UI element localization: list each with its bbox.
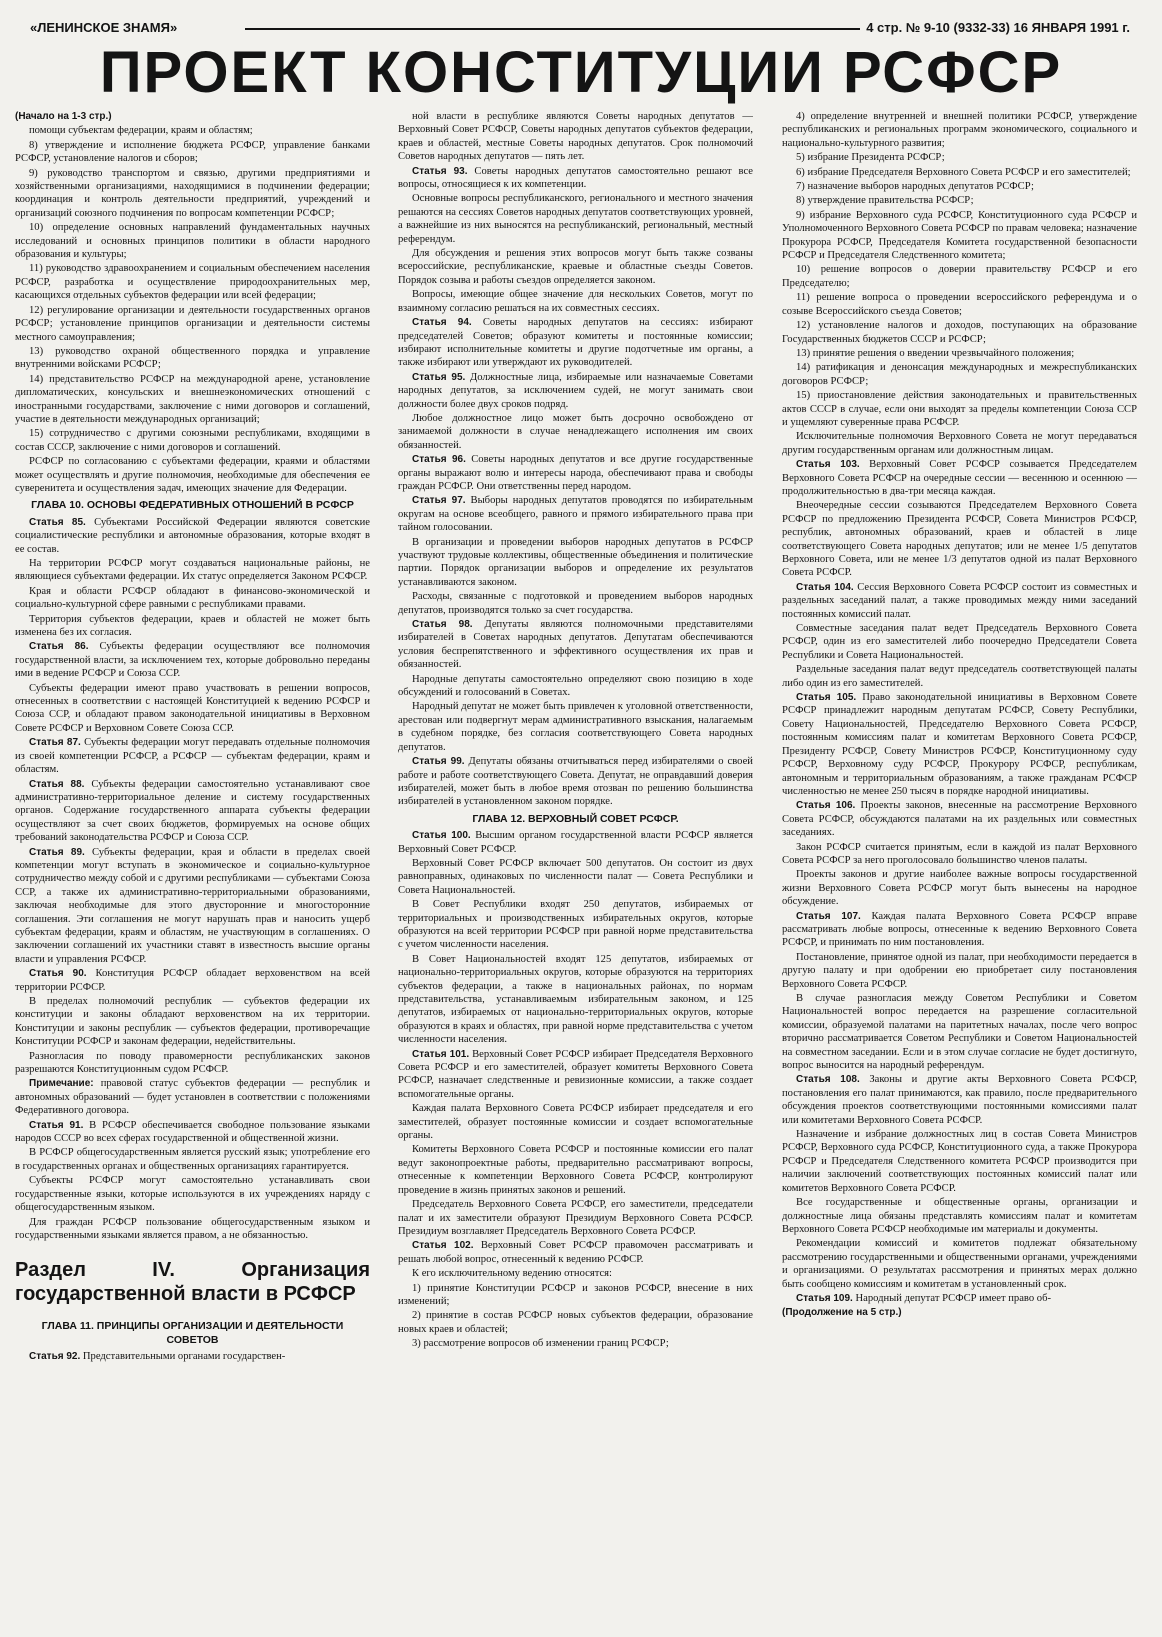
article-text: Вопросы, имеющие общее значение для нескольких Советов, могут по взаимному согласию решаться на их совместных сессиях. [398, 289, 753, 314]
article-paragraph [398, 316, 753, 370]
article-paragraph [398, 829, 753, 856]
article-text: Для обсуждения и решения этих вопросов могут быть также созваны всероссийские, республиканские, краевые и областные съезды Советов. Порядок созыва и работы съездов определяется законом. [398, 248, 753, 286]
article-paragraph [15, 1174, 370, 1214]
article-text: Каждая палата Верховного Совета РСФСР избирает председателя и его заместителей, образует постоянные комиссии и создает вспомогательные органы. [398, 1103, 753, 1142]
article-paragraph [782, 430, 1137, 457]
article-paragraph [15, 778, 370, 845]
article-text: Края и области РСФСР обладают в финансово-экономической и социально-культурной сфере равными с республиками правами. [15, 585, 370, 611]
article-text: Любое должностное лицо может быть досрочно освобождено от занимаемой должности в случае ненадлежащего исполнения им своих обязанностей. [398, 412, 753, 451]
column-1-paragraphs [15, 124, 370, 495]
article-paragraph [398, 953, 753, 1047]
article-paragraph [782, 499, 1137, 579]
article-paragraph [15, 1077, 370, 1117]
article-paragraph [782, 166, 1137, 179]
article-paragraph [15, 1050, 370, 1077]
article-text: Право законодательной инициативы в Верховном Совете РСФСР принадлежит народным депутатам РСФСР, Совету Республики, Совету Национальностей, Председателю Верховного Совета РСФСР, постоянным комиссиям палат и комитетам Верховного Совета РСФСР, Президенту РСФСР, Совету Министров РСФСР, Конституционному суду РСФСР, Верховному суду РСФСР, Прокурору РСФСР, республикам, автономным и территориальным образованиям, а также гражданам РСФСР численностью не менее 250 тысяч в порядке народной инициативы. [782, 692, 1137, 797]
article-number: Статья 97. [412, 495, 466, 507]
article-number: Статья 95. [412, 371, 466, 383]
article-text: Субъекты РСФСР могут самостоятельно устанавливать свои государственные языки, которые используются в их учреждениях наряду с общегосударственным языком. [15, 1175, 370, 1214]
article-92: Статья 92. Представительными органами государствен- [29, 1351, 286, 1363]
article-text: Должностные лица, избираемые или назначаемые Советами народных депутатов, за исключением судей, не могут занимать свои должности более двух сроков подряд. [398, 371, 753, 410]
article-text: В Совет Республики входят 250 депутатов, избираемых от территориальных и производственных избирательных округов, которые образуются на всей территории РСФСР при равной норме представительства с учетом численности населения. [398, 899, 753, 951]
article-text: Депутаты обязаны отчитываться перед избирателями о своей работе и работе соответствующего Совета. Депутат, не оправдавший доверия избирателей, может быть в любое время отозван по решению большинства избирателей в установленном законом порядке. [398, 756, 753, 808]
article-number: Примечание: [29, 1078, 94, 1090]
article-number: Статья 106. [796, 800, 856, 812]
article-text: Верховный Совет РСФСР включает 500 депутатов. Он состоит из двух равноправных, одинаковых по численности палат — Совета Республики и Совета Национальностей. [398, 857, 753, 896]
article-paragraph: 8) утверждение и исполнение бюджета РСФСР, управление банками РСФСР, установление налогов и сборов; [15, 139, 370, 165]
article-number: Статья 91. [29, 1119, 84, 1131]
column-3-articles [782, 110, 1137, 1305]
article-text: Раздельные заседания палат ведут председатель соответствующей палаты либо один из его заместителей. [782, 664, 1137, 689]
article-number: Статья 102. [412, 1240, 474, 1252]
article-paragraph [398, 1239, 753, 1266]
article-text: В пределах полномочий республик — субъектов федерации их конституции и законы обладают верховенством на их территории. Конституции и законы республик — субъектов федерации, противоречащие Конституции РСФСР и законам федерации, недействительны. [15, 996, 370, 1048]
article-text: 1) принятие Конституции РСФСР и законов РСФСР, внесение в них изменений; [398, 1282, 753, 1307]
article-number: Статья 93. [412, 165, 468, 177]
article-paragraph [15, 995, 370, 1049]
article-paragraph [782, 841, 1137, 868]
article-paragraph [782, 622, 1137, 662]
article-text: Исключительные полномочия Верховного Совета не могут передаваться другим государственным органам или должностным лицам. [782, 431, 1137, 456]
article-paragraph [782, 194, 1137, 207]
article-paragraph [398, 618, 753, 672]
article-paragraph [782, 110, 1137, 150]
article-paragraph [15, 516, 370, 556]
article-text: 3) рассмотрение вопросов об изменении границ РСФСР; [412, 1338, 669, 1350]
article-text: Расходы, связанные с подготовкой и проведением выборов народных депутатов, производятся только за счет государства. [398, 591, 753, 616]
article-text: Назначение и избрание должностных лиц в состав Совета Министров РСФСР, Верховного суда РСФСР, Конституционного суда, а также Прокурора РСФСР и Председателя Следственного комитета РСФСР производится при наличии заключений соответствующих постоянных комиссий палат или комитетов Верховного Совета РСФСР. [782, 1129, 1137, 1194]
article-text: Территория субъектов федерации, краев и областей не может быть изменена без их согласия. [15, 613, 370, 639]
article-text: 2) принятие в состав РСФСР новых субъектов федерации, образование новых краев и областей; [398, 1310, 753, 1335]
article-paragraph [398, 1143, 753, 1197]
article-text: Каждая палата Верховного Совета РСФСР вправе рассматривать любые вопросы, отнесенные к ведению Верховного Совета РСФСР, и принимать по ним постановления. [782, 910, 1137, 949]
article-number: Статья 87. [29, 737, 81, 749]
article-paragraph [782, 1292, 1137, 1305]
article-number: Статья 104. [796, 581, 854, 593]
article-number: Статья 107. [796, 910, 861, 922]
article-text: В Совет Национальностей входят 125 депутатов, избираемых от национально-территориальных округов, которые образуются на территориях субъектов федерации, а также в национальных районах, по нормам представительства, устанавливаемым избирательным законом, и 125 депутатов, избираемых от национально-территориальных округов, которые образуются в краях и областях, при равной норме представительства с учетом численности населения. [398, 953, 753, 1046]
article-paragraph [398, 1198, 753, 1238]
article-paragraph [398, 412, 753, 452]
article-text: Народные депутаты самостоятельно определяют свою позицию в ходе обсуждений и голосований в Советах. [398, 673, 753, 699]
article-paragraph: 13) руководство охраной общественного порядка и управление внутренними войсками РСФСР; [15, 345, 370, 371]
article-text: 4) определение внутренней и внешней политики РСФСР, утверждение республиканских и региональных программ экономического, социального и национально-культурного развития; [782, 111, 1137, 149]
article-paragraph [398, 590, 753, 617]
article-text: 14) ратификация и денонсация международных и межреспубликанских договоров РСФСР; [782, 362, 1137, 387]
article-paragraph: 9) руководство транспортом и связью, другими предприятиями и хозяйственными организациями, находящимися в подчинении федерации; координация и контроль деятельности предприятий, учреждений и организаций союзного подчинения по вопросам компетенции РСФСР; [15, 167, 370, 219]
article-number: Статья 94. [412, 317, 472, 329]
article-paragraph [398, 857, 753, 897]
article-paragraph [398, 371, 753, 411]
article-paragraph [398, 755, 753, 809]
continued-from: (Начало на 1-3 стр.) [15, 111, 112, 122]
article-paragraph: помощи субъектам федерации, краям и областям; [29, 125, 253, 137]
article-text: Конституция РСФСР обладает верховенством на всей территории РСФСР. [15, 968, 370, 993]
article-paragraph [782, 291, 1137, 318]
article-text: Все государственные и общественные органы, организации и должностные лица обязаны представлять комиссиям палат и комитетам Верховного Совета РСФСР необходимые им материалы и документы. [782, 1197, 1137, 1235]
article-paragraph [782, 319, 1137, 346]
column-2-articles-continued [398, 829, 753, 1350]
article-paragraph [398, 247, 753, 287]
article-paragraph [782, 209, 1137, 263]
newspaper-name: «ЛЕНИНСКОЕ ЗНАМЯ» [30, 20, 178, 35]
article-text: Субъекты федерации осуществляют все полномочия государственной власти, за исключением тех, которые добровольно переданы ими в ведение РСФСР и Союза ССР. [15, 641, 370, 680]
article-text: В РСФСР обеспечивается свободное пользование языками народов СССР во всех сферах государственной и общественной жизни. [15, 1119, 370, 1145]
article-paragraph [398, 192, 753, 246]
issue-info: 4 стр. № 9-10 (9332-33) 16 ЯНВАРЯ 1991 г. [866, 20, 1130, 35]
article-text: Комитеты Верховного Совета РСФСР и постоянные комиссии его палат ведут законопроектные работы, предварительно рассматривают вопросы, отнесенные к компетенции Верховного Совета РСФСР, контролируют проведение в жизнь принятых законов и решений. [398, 1144, 753, 1196]
article-number: Статья 103. [796, 459, 860, 471]
article-paragraph [398, 110, 753, 164]
article-paragraph [782, 263, 1137, 290]
article-number: Статья 86. [29, 641, 89, 653]
article-paragraph [398, 1267, 753, 1280]
article-paragraph: 11) руководство здравоохранением и социальным обеспечением населения РСФСР, разработка и осуществление природоохранительных мер, касающихся отдельных субъектов федерации или всей федерации; [15, 263, 370, 302]
article-number: Статья 99. [412, 756, 465, 768]
article-number: Статья 100. [412, 830, 471, 842]
article-text: ной власти в республике являются Советы народных депутатов — Верховный Совет РСФСР, Советы народных депутатов субъектов федерации, краев и областей, местные Советы народных депутатов. Срок полномочий Советов народных депутатов — пять лет. [398, 111, 753, 163]
article-text: В РСФСР общегосударственным является русский язык; употребление его в государственных органах и общественных организациях гарантируется. [15, 1147, 370, 1172]
article-paragraph [782, 868, 1137, 908]
article-paragraph [782, 992, 1137, 1072]
article-number: Статья 90. [29, 968, 87, 980]
article-paragraph [782, 458, 1137, 498]
article-text: Советы народных депутатов самостоятельно решают все вопросы, относящиеся к их компетенции. [398, 165, 753, 191]
article-paragraph [782, 361, 1137, 388]
article-number: Статья 105. [796, 692, 857, 704]
article-paragraph [782, 1073, 1137, 1127]
section-heading: Раздел IV. Организация государственной власти в РСФСР [15, 1259, 370, 1306]
article-text: Совместные заседания палат ведет Председатель Верховного Совета РСФСР, один из его заместителей либо поочередно Председатели Совета Республики и Совета Национальностей. [782, 623, 1137, 661]
continued-on: (Продолжение на 5 стр.) [782, 1307, 902, 1319]
article-text: 15) приостановление действия законодательных и правительственных актов СССР в случае, если они выходят за пределы компетенции Союза ССР и ущемляют суверенные права РСФСР. [782, 390, 1137, 428]
article-paragraph [782, 581, 1137, 621]
article-paragraph [398, 1102, 753, 1142]
article-text: Председатель Верховного Совета РСФСР, его заместители, председатели палат и их заместители образуют Президиум Верховного Совета РСФСР. Президиум возглавляет Председатель Верховного Совета РСФСР. [398, 1199, 753, 1237]
article-text: Постановление, принятое одной из палат, при необходимости передается в другую палату и при одобрении ею приобретает силу постановления Верховного Совета РСФСР. [782, 951, 1137, 990]
chapter-11-heading: ГЛАВА 11. ПРИНЦИПЫ ОРГАНИЗАЦИИ И ДЕЯТЕЛЬНОСТИ СОВЕТОВ [41, 1320, 344, 1346]
article-paragraph [782, 1196, 1137, 1236]
article-paragraph [782, 389, 1137, 429]
article-text: правовой статус субъектов федерации — республик и автономных образований — будет установлен в соответствии с положениями Федеративного договора. [15, 1078, 370, 1117]
article-text: Высшим органом государственной власти РСФСР является Верховный Совет РСФСР. [398, 830, 753, 855]
article-text: На территории РСФСР могут создаваться национальные районы, не являющиеся субъектами федерации. Их статус определяется Законом РСФСР. [15, 558, 370, 583]
article-text: Выборы народных депутатов проводятся по избирательным округам на основе всеобщего, равного и прямого избирательного права при тайном голосовании. [398, 495, 753, 534]
article-paragraph [398, 1282, 753, 1309]
article-paragraph [15, 1216, 370, 1243]
article-text: В случае разногласия между Советом Республики и Советом Национальностей вопрос передается на разрешение согласительной комиссии, образуемой палатами на паритетных началах, после чего вопрос вторично рассматривается Советом Республики и Советом Национальностей на совместном заседании. Если и в этом случае согласие не будет достигнуто, вопрос выносится на народный референдум. [782, 993, 1137, 1072]
article-paragraph [15, 613, 370, 640]
article-text: Законы и другие акты Верховного Совета РСФСР, постановления его палат принимаются, как правило, после предварительного обсуждения проектов соответствующими постоянными комиссиями палат или комитетами Верховного Совета РСФСР. [782, 1074, 1137, 1126]
article-paragraph: 12) регулирование организации и деятельности государственных органов РСФСР; установление принципов организации и деятельности системы местного самоуправления; [15, 304, 370, 343]
article-text: 7) назначение выборов народных депутатов РСФСР; [796, 181, 1034, 193]
article-paragraph [15, 585, 370, 612]
article-paragraph [782, 1128, 1137, 1195]
article-text: Субъекты федерации могут передавать отдельные полномочия из своей компетенции РСФСР, а РСФСР — субъектам федерации, краям и областям. [15, 737, 370, 776]
article-text: Субъекты федерации самостоятельно устанавливают свое административно-территориальное деление и систему государственных органов. Содержание государственного аппарата субъекты федерации осуществляют за счет своих бюджетов, формируемых на основе общих требований законодательства РСФСР и Союза ССР. [15, 778, 370, 844]
article-text: 6) избрание Председателя Верховного Совета РСФСР и его заместителей; [796, 166, 1131, 178]
article-paragraph [398, 1048, 753, 1102]
article-text: Сессия Верховного Совета РСФСР состоит из совместных и раздельных заседаний палат, а также проводимых между ними заседаний постоянных комиссий палат. [782, 581, 1137, 620]
article-paragraph: 15) сотрудничество с другими союзными республиками, входящими в состав СССР, заключение с ними договоров и соглашений. [15, 428, 370, 453]
article-text: Субъекты федерации, края и области в пределах своей компетенции могут вступать в экономическое и социально-культурное сотрудничество между собой и с другими республиками — субъектами Союза ССР, а также их административно-территориальными образованиями, заключая необходимые для этого двусторонние и многосторонние соглашения. Эти соглашения не могут нарушать прав и наносить ущерб субъектам федерации, краям и областям, не участвующим в соглашениях. О заключении соглашений их участники ставят в известность высшие органы власти и управления РСФСР. [15, 846, 370, 965]
article-paragraph [398, 673, 753, 700]
chapter-12-heading: ГЛАВА 12. ВЕРХОВНЫЙ СОВЕТ РСФСР. [472, 812, 679, 825]
article-paragraph [782, 910, 1137, 950]
column-2-articles [398, 110, 753, 809]
article-paragraph [398, 1337, 753, 1350]
article-paragraph [782, 347, 1137, 360]
article-number: Статья 96. [412, 454, 466, 466]
article-number: Статья 109. [796, 1292, 853, 1304]
article-number: Статья 85. [29, 516, 86, 528]
article-text: Депутаты являются полномочными представителями избирателей в Советах народных депутатов. Депутатам обеспечиваются условия беспрепятственного и эффективного осуществления их прав и обязанностей. [398, 619, 753, 671]
article-paragraph [782, 799, 1137, 839]
article-paragraph [782, 1237, 1137, 1291]
article-text: 13) принятие решения о введении чрезвычайного положения; [796, 347, 1075, 359]
article-text: Верховный Совет РСФСР избирает Председателя Верховного Совета РСФСР и его заместителей, образует комитеты Верховного Совета РСФСР, назначает следственные и ревизионные комиссии, а также создает вспомогательные органы. [398, 1048, 753, 1100]
column-2 [398, 110, 753, 1630]
article-paragraph [398, 494, 753, 534]
article-text: 10) решение вопросов о доверии правительству РСФСР и его Председателю; [782, 264, 1137, 289]
article-paragraph [782, 151, 1137, 164]
chapter-10-heading: ГЛАВА 10. ОСНОВЫ ФЕДЕРАТИВНЫХ ОТНОШЕНИЙ В РСФСР [31, 499, 354, 512]
article-text: 5) избрание Президента РСФСР; [796, 152, 945, 164]
article-text: Субъекты федерации имеют право участвовать в решении вопросов, отнесенных в соответствии с настоящей Конституцией к ведению РСФСР и Союза ССР, и обладают правом законодательной инициативы в Верховном Совете РСФСР и Верховном Совете Союза ССР. [15, 682, 370, 734]
article-text: В организации и проведении выборов народных депутатов в РСФСР участвуют трудовые коллективы, общественные объединения и политические партии. Порядок организации выборов и определение их результатов устанавливаются законом. [398, 536, 753, 588]
article-paragraph: 14) представительство РСФСР на международной арене, установление дипломатических, консульских и внешнеэкономических отношений с иностранными государствами, заключение с ними договоров и соглашений, участие в деятельности международных организаций; [15, 373, 370, 425]
article-text: Народный депутат не может быть привлечен к уголовной ответственности, арестован или подвергнут мерам административного взыскания, налагаемым в судебном порядке, без согласия соответствующего Совета народных депутатов. [398, 701, 753, 753]
article-text: Основные вопросы республиканского, регионального и местного значения решаются на сессиях Советов народных депутатов соответствующих уровней, а важнейшие из них выносятся на республиканский, региональный, местный референдум. [398, 193, 753, 245]
article-text: Народный депутат РСФСР имеет право об- [855, 1292, 1052, 1304]
article-paragraph [398, 1309, 753, 1336]
article-text: Проекты законов и другие наиболее важные вопросы государственной жизни Верховного Совета РСФСР могут быть вынесены на народное обсуждение. [782, 869, 1137, 908]
article-text: К его исключительному ведению относятся: [412, 1268, 612, 1280]
article-text: 11) решение вопроса о проведении всероссийского референдума и о созыве Всероссийского съезда Советов; [782, 292, 1137, 317]
article-paragraph [398, 700, 753, 754]
article-number: Статья 89. [29, 846, 85, 858]
article-paragraph [398, 536, 753, 590]
article-text: Рекомендации комиссий и комитетов подлежат обязательному рассмотрению государственными и общественными органами, учреждениями и организациями. О результатах рассмотрения и принятых мерах должно быть сообщено комиссиям и комитетам в установленный срок. [782, 1238, 1137, 1290]
article-text: Субъектами Российской Федерации являются советские социалистические республики и автономные образования, которые входят в ее состав. [15, 516, 370, 555]
article-paragraph [398, 288, 753, 315]
article-number: Статья 88. [29, 778, 85, 790]
column-1-articles [15, 516, 370, 1243]
masthead-rule [245, 28, 860, 30]
article-number: Статья 98. [412, 619, 473, 631]
article-paragraph [782, 691, 1137, 798]
page-title: ПРОЕКТ КОНСТИТУЦИИ РСФСР [99, 40, 1063, 105]
article-paragraph [15, 640, 370, 680]
article-text: Верховный Совет РСФСР правомочен рассматривать и решать любой вопрос, отнесенный к ведению РСФСР. [398, 1240, 753, 1265]
article-text: Советы народных депутатов на сессиях: избирают председателей Советов; образуют комитеты и постоянные комиссии; избирают исполнительные комитеты и другие подотчетные им органы, а также избирают или утверждают их руководителей. [398, 317, 753, 369]
article-paragraph [15, 682, 370, 736]
article-text: 12) установление налогов и доходов, поступающих на образование Государственных бюджетов СССР и РСФСР; [782, 320, 1137, 345]
article-text: Внеочередные сессии созываются Председателем Верховного Совета РСФСР по предложению Президента РСФСР, Совета Министров РСФСР, республик, автономных образований, краев и областей в лице соответствующего Совета народных депутатов; или не менее 1/5 депутатов Верховного Совета, или не менее 1/3 депутатов одной из палат Верховного Совета РСФСР. [782, 500, 1137, 579]
article-paragraph [15, 846, 370, 967]
column-1 [15, 110, 370, 1630]
article-paragraph [398, 898, 753, 952]
article-text: Закон РСФСР считается принятым, если в каждой из палат Верховного Совета РСФСР за него проголосовало большинство членов палаты. [782, 841, 1137, 866]
article-text: 8) утверждение правительства РСФСР; [796, 195, 974, 207]
article-text: Верховный Совет РСФСР созывается Председателем Верховного Совета РСФСР на очередные сессии — весеннюю и осеннюю — продолжительностью в два-три месяца каждая. [782, 459, 1137, 497]
article-text: Советы народных депутатов и все другие государственные органы выражают волю и интересы народа, обеспечивают права и свободы граждан РСФСР. Они ответственны перед народом. [398, 454, 753, 492]
article-paragraph [15, 736, 370, 776]
article-paragraph: 10) определение основных направлений фундаментальных научных исследований и основных принципов политики в области народного образования и культуры; [15, 222, 370, 261]
article-paragraph [398, 165, 753, 192]
article-number: Статья 101. [412, 1048, 470, 1060]
article-paragraph [782, 951, 1137, 991]
article-paragraph [15, 967, 370, 994]
article-paragraph [398, 453, 753, 493]
article-text: Разногласия по поводу правомерности республиканских законов разрешаются Конституционным судом РСФСР. [15, 1050, 370, 1076]
article-paragraph [15, 557, 370, 584]
article-paragraph [782, 180, 1137, 193]
article-text: 9) избрание Верховного суда РСФСР, Конституционного суда РСФСР и Уполномоченного Верховного Совета РСФСР по правам человека; назначение Прокурора РСФСР, Председателя Комитета государственной безопасности РСФСР и Председателя Следственного комитета; [782, 209, 1137, 262]
article-paragraph [15, 1119, 370, 1146]
article-number: Статья 108. [796, 1074, 860, 1086]
article-text: Проекты законов, внесенные на рассмотрение Верховного Совета РСФСР, обсуждаются палатами на их раздельных или совместных заседаниях. [782, 800, 1137, 839]
article-paragraph [15, 1146, 370, 1173]
column-3 [782, 110, 1137, 1630]
article-paragraph [782, 663, 1137, 690]
article-paragraph: РСФСР по согласованию с субъектами федерации, краями и областями может осуществлять и другие полномочия, необходимые для обеспечения ее суверенитета и осуществления задач, имеющих значение для Федерации. [15, 456, 370, 494]
article-text: Для граждан РСФСР пользование общегосударственным языком и государственными языками является правом, а не обязанностью. [15, 1216, 370, 1241]
masthead [30, 18, 1130, 38]
